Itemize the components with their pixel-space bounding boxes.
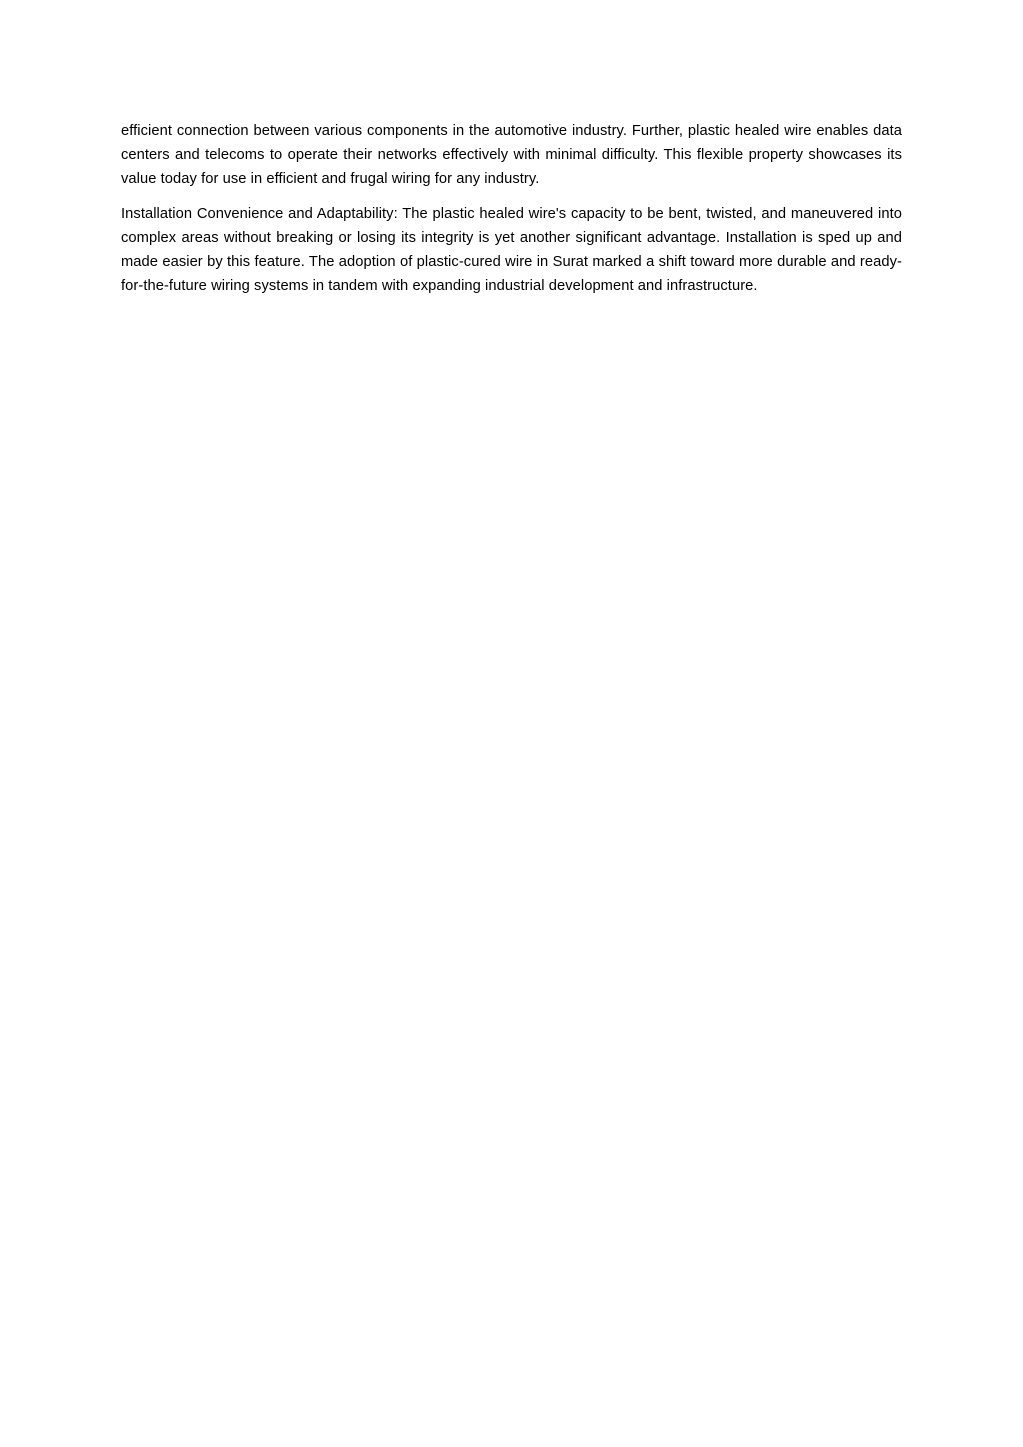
paragraph-1: efficient connection between various components in the automotive industry. Further, plastic healed wire enables data centers and telecoms to operate their networks effectively with minimal difficulty. This flexible property showcases its value today for use in efficient and frugal wiring for any industry. xyxy=(121,123,902,187)
paragraph-2: Installation Convenience and Adaptability: The plastic healed wire's capacity to be bent, twisted, and maneuvered into complex areas without breaking or losing its integrity is yet another significant advantage. Installation is sped up and made easier by this feature. The adoption of plastic-cured wire in Surat marked a shift toward more durable and ready-for-the-future wiring systems in tandem with expanding industrial development and infrastructure. xyxy=(121,206,902,294)
document-body xyxy=(121,120,902,299)
